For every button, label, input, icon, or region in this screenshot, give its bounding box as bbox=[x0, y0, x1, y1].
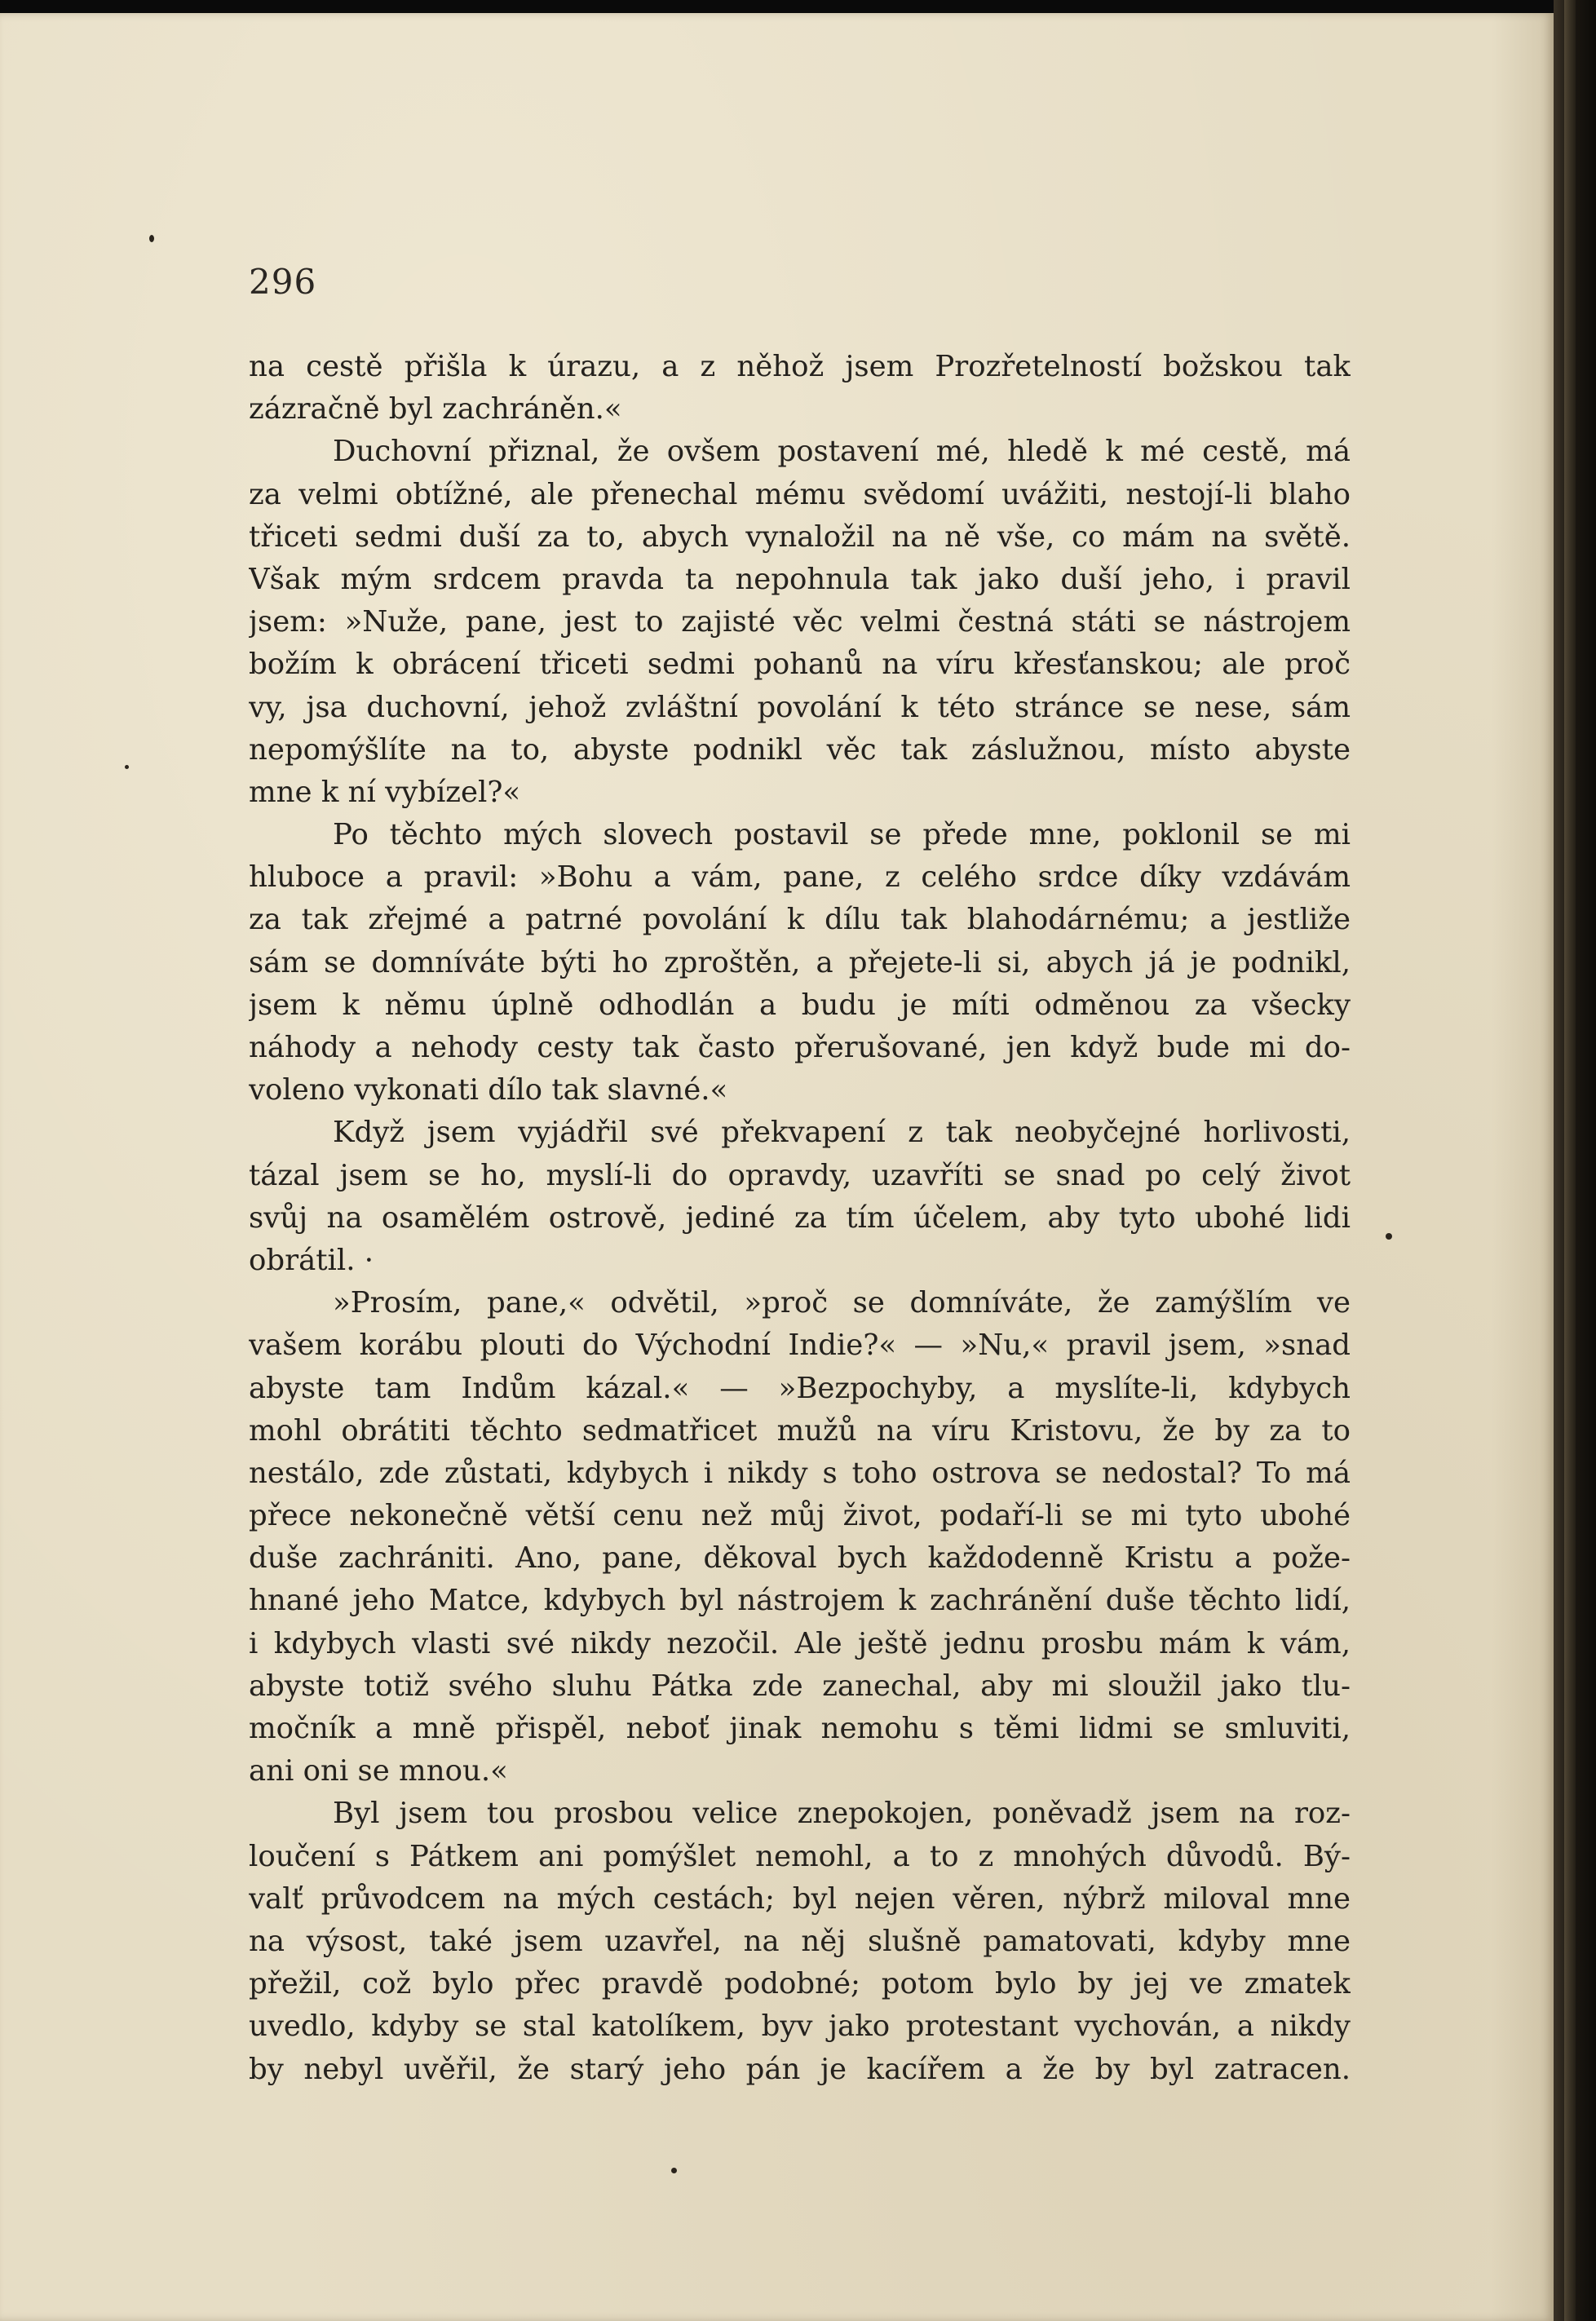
text-line: Však mým srdcem pravda ta nepohnula tak jako duší jeho, i pravil bbox=[249, 562, 1351, 596]
text-line: Po těchto mých slovech postavil se přede mne, poklonil se mi bbox=[333, 818, 1351, 852]
text-line: vašem korábu plouti do Východní Indie?« — »Nu,« pravil jsem, »snad bbox=[249, 1328, 1351, 1363]
paper-speck bbox=[149, 235, 154, 242]
book-page bbox=[0, 13, 1554, 2321]
text-line: na cestě přišla k úrazu, a z něhož jsem Prozřetelností božskou tak bbox=[249, 350, 1351, 383]
text-line: tázal jsem se ho, myslí-li do opravdy, uzavříti se snad po celý život bbox=[249, 1158, 1351, 1192]
text-line: třiceti sedmi duší za to, abych vynaložil na ně vše, co mám na světě. bbox=[249, 519, 1351, 554]
text-line: svůj na osamělém ostrově, jediné za tím účelem, aby tyto ubohé lidi bbox=[249, 1200, 1351, 1235]
text-line: jsem: »Nuže, pane, jest to zajisté věc velmi čestná státi se nástrojem bbox=[249, 605, 1351, 639]
text-line: vy, jsa duchovní, jehož zvláštní povolání k této stránce se nese, sám bbox=[249, 690, 1351, 724]
text-line: valť průvodcem na mých cestách; byl nejen věren, nýbrž miloval mne bbox=[249, 1881, 1351, 1916]
text-line: jsem k němu úplně odhodlán a budu je míti odměnou za všecky bbox=[249, 988, 1351, 1022]
text-line: abyste totiž svého sluhu Pátka zde zanechal, aby mi sloužil jako tlu- bbox=[249, 1669, 1351, 1703]
text-line: nestálo, zde zůstati, kdybych i nikdy s toho ostrova se nedostal? To má bbox=[249, 1456, 1351, 1490]
text-line: za velmi obtížné, ale přenechal mému svědomí uvážiti, nestojí-li blaho bbox=[249, 477, 1351, 511]
paper-speck bbox=[125, 765, 129, 769]
text-line: hnané jeho Matce, kdybych byl nástrojem k zachránění duše těchto lidí, bbox=[249, 1584, 1351, 1618]
text-line: loučení s Pátkem ani pomýšlet nemohl, a to z mnohých důvodů. Bý- bbox=[249, 1839, 1351, 1873]
text-line: za tak zřejmé a patrné povolání k dílu tak blahodárnému; a jestliže bbox=[249, 903, 1351, 937]
text-line: náhody a nehody cesty tak často přerušované, jen když bude mi do- bbox=[249, 1031, 1351, 1064]
text-line: přece nekonečně větší cenu než můj život, podaří-li se mi tyto ubohé bbox=[249, 1499, 1351, 1533]
text-line: sám se domníváte býti ho zproštěn, a přejete-li si, abych já je podnikl, bbox=[249, 945, 1351, 979]
text-line: Duchovní přiznal, že ovšem postavení mé, hledě k mé cestě, má bbox=[333, 435, 1351, 469]
text-line: mne k ní vybízel?« bbox=[249, 775, 521, 809]
text-line: ani oni se mnou.« bbox=[249, 1754, 508, 1788]
text-line: zázračně byl zachráněn.« bbox=[249, 392, 622, 427]
text-line: přežil, což bylo přec pravdě podobné; potom bylo by jej ve zmatek bbox=[249, 1967, 1351, 2001]
text-line: by nebyl uvěřil, že starý jeho pán je kacířem a že by byl zatracen. bbox=[249, 2052, 1351, 2086]
text-line: na výsost, také jsem uzavřel, na něj slušně pamatovati, kdyby mne bbox=[249, 1924, 1351, 1958]
text-line: božím k obrácení třiceti sedmi pohanů na víru křesťanskou; ale proč bbox=[249, 648, 1351, 682]
text-line: Když jsem vyjádřil své překvapení z tak neobyčejné horlivosti, bbox=[333, 1116, 1351, 1150]
body-text bbox=[249, 346, 1351, 2091]
text-line: »Prosím, pane,« odvětil, »proč se domníváte, že zamýšlím ve bbox=[333, 1286, 1351, 1320]
text-line: mohl obrátiti těchto sedmatřicet mužů na víru Kristovu, že by za to bbox=[249, 1413, 1351, 1448]
text-line: voleno vykonati dílo tak slavné.« bbox=[249, 1073, 728, 1107]
text-line: uvedlo, kdyby se stal katolíkem, byv jako protestant vychován, a nikdy bbox=[249, 2009, 1351, 2044]
text-line: hluboce a pravil: »Bohu a vám, pane, z celého srdce díky vzdávám bbox=[249, 860, 1351, 895]
binding-strip bbox=[1564, 0, 1576, 2321]
text-line: Byl jsem tou prosbou velice znepokojen, poněvadž jsem na roz- bbox=[333, 1797, 1351, 1831]
paper-speck bbox=[1386, 1233, 1392, 1240]
text-line: i kdybych vlasti své nikdy nezočil. Ale ještě jednu prosbu mám k vám, bbox=[249, 1626, 1351, 1660]
text-line: abyste tam Indům kázal.« — »Bezpochyby, a myslíte-li, kdybych bbox=[249, 1371, 1351, 1405]
text-line: obrátil. · bbox=[249, 1243, 374, 1277]
text-line: močník a mně přispěl, neboť jinak nemohu s těmi lidmi se smluviti, bbox=[249, 1712, 1351, 1745]
text-line: nepomýšlíte na to, abyste podnikl věc tak záslužnou, místo abyste bbox=[249, 732, 1351, 767]
text-line: duše zachrániti. Ano, pane, děkoval bych každodenně Kristu a požе- bbox=[249, 1541, 1351, 1576]
paper-speck bbox=[671, 2168, 677, 2173]
page-number: 296 bbox=[249, 262, 317, 302]
